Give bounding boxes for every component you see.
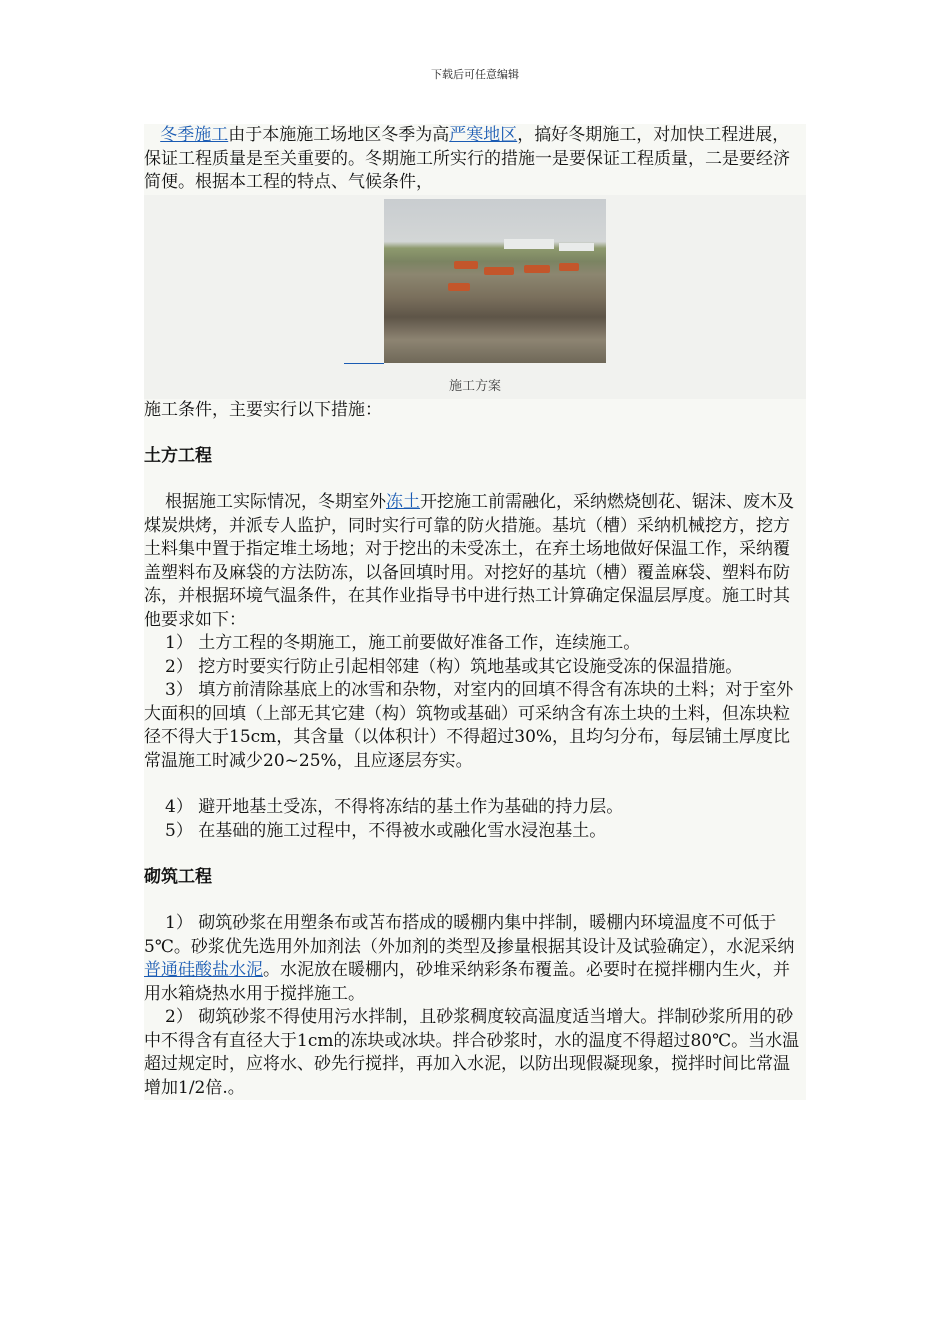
figure-block (144, 195, 806, 399)
intro-paragraph (144, 124, 806, 195)
link-winter-construction[interactable]: 冬季施工 (160, 125, 229, 145)
link-frozen-soil[interactable]: 冻土 (386, 492, 420, 512)
section-heading-masonry: 砌筑工程 (144, 867, 212, 887)
section-heading-earthwork: 土方工程 (144, 446, 212, 466)
link-cold-region[interactable]: 严寒地区 (449, 125, 518, 145)
earthwork-item-1: 1） 土方工程的冬期施工，施工前要做好准备工作，连续施工。 (165, 633, 641, 653)
masonry-item-1: 1） 砌筑砂浆在用塑条布或苫布搭成的暖棚内集中拌制，暖棚内环境温度不可低于5℃。砂浆优先选用外加剂法（外加剂的类型及掺量根据其设计及试验确定），水泥采纳普通硅酸盐水泥。水泥放在暖棚内，砂堆采纳彩条布覆盖。必要时在搅拌棚内生火，并用水箱烧热水用于搅拌施工。 (144, 913, 795, 1004)
page-header: 下载后可任意编辑 (431, 68, 519, 81)
earthwork-item-3: 3） 填方前清除基底上的冰雪和杂物，对室内的回填不得含有冻块的土料；对于室外大面积的回填（上部无其它建（构）筑物或基础）可采纳含有冻土块的土料，但冻块粒径不得大于15cm，其含量（以体积计）不得超过30%，且均匀分布，每层铺土厚度比常温施工时减少20~25%，且应逐层夯实。 (144, 680, 794, 771)
link-portland-cement[interactable]: 普通硅酸盐水泥 (144, 960, 263, 980)
masonry-item-2: 2） 砌筑砂浆不得使用污水拌制，且砂浆稠度较高温度适当增大。拌制砂浆所用的砂中不得含有直径大于1cm的冻块或冰块。拌合砂浆时，水的温度不得超过80℃。当水温超过规定时，应将水、砂先行搅拌，再加入水泥，以防出现假凝现象，搅拌时间比常温增加1/2倍.。 (144, 1007, 800, 1098)
document-body (144, 124, 806, 1100)
after-figure-text: 施工条件，主要实行以下措施： (144, 399, 382, 420)
intro-text-2: ，搞好冬期施工，对加快工程进展，保证工程质量是至关重要的。冬期施工所实行的措施一是要保证工程质量，二是要经济简便。根据本工程的特点、气候条件， (144, 125, 790, 192)
earthwork-item-5: 5） 在基础的施工过程中，不得被水或融化雪水浸泡基土。 (165, 820, 607, 841)
main-text-block (144, 399, 806, 1101)
construction-photo[interactable] (384, 199, 606, 363)
intro-text-1: 由于本施施工场地区冬季为高 (228, 125, 450, 145)
figure-caption: 施工方案 (448, 378, 501, 394)
earthwork-item-4: 4） 避开地基土受冻，不得将冻结的基土作为基础的持力层。 (165, 797, 624, 817)
earthwork-item-2: 2） 挖方时要实行防止引起相邻建（构）筑地基或其它设施受冻的保温措施。 (165, 656, 743, 677)
earthwork-paragraph: 根据施工实际情况，冬期室外冻土开挖施工前需融化，采纳燃烧刨花、锯沫、废木及煤炭烘烤，并派专人监护，同时实行可靠的防火措施。基坑（槽）采纳机械挖方，挖方土料集中置于指定堆土场地；对于挖出的未受冻土，在弃土场地做好保温工作，采纳覆盖塑料布及麻袋的方法防冻，以备回填时用。对挖好的基坑（槽）覆盖麻袋、塑料布防冻，并根据环境气温条件，在其作业指导书中进行热工计算确定保温层厚度。施工时其他要求如下： (144, 492, 794, 630)
image-link-underline (344, 363, 384, 364)
intro-block (144, 124, 806, 195)
